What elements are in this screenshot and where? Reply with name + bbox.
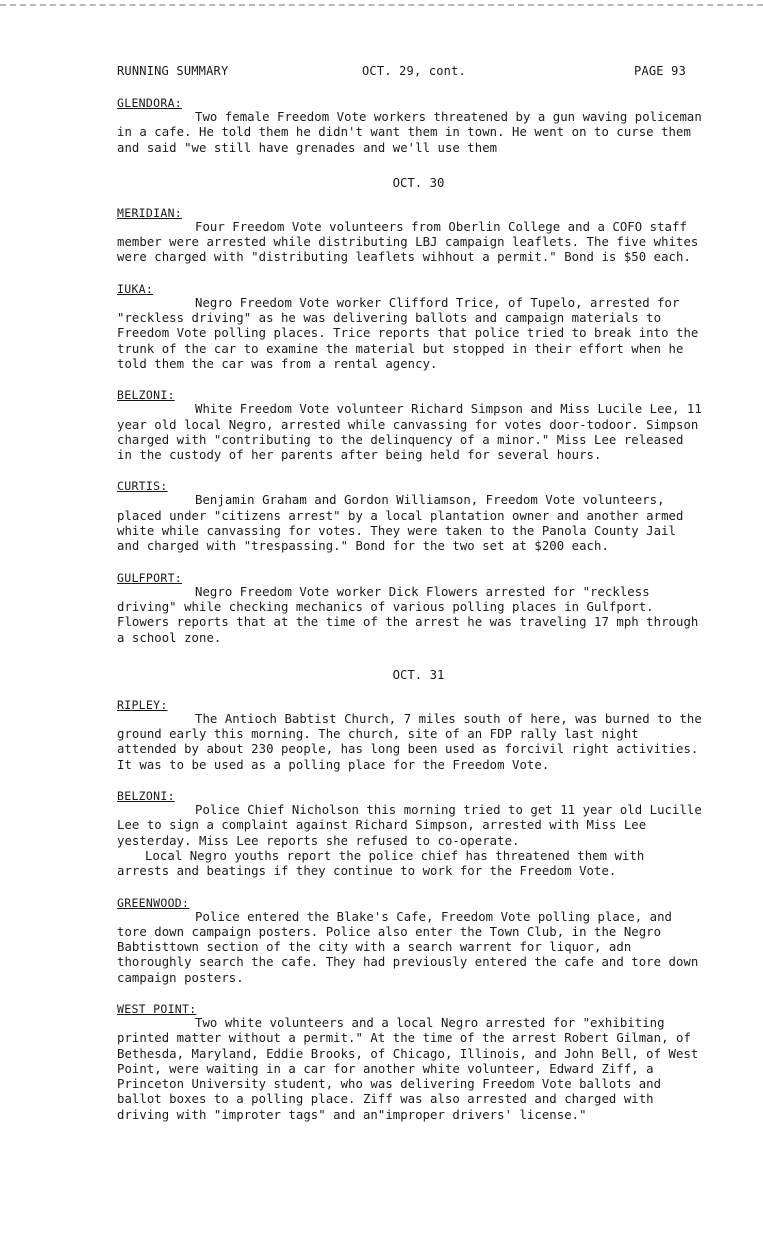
entry-paragraph: Four Freedom Vote volunteers from Oberlin College and a COFO staff member were arrested while distributing LBJ campaign leaflets. The five whites were charged with "distributing leaflets wihhout a permit." Bond is $50 each. [117,219,706,265]
report-entry [117,697,710,773]
page-number: PAGE 93 [634,64,686,78]
page-perforation [0,4,763,6]
report-entry [117,96,710,156]
date-heading: OCT. 31 [392,667,445,682]
header-date: OCT. 29, cont. [362,64,466,78]
location-heading: GLENDORA: [117,96,183,110]
report-entry [117,1001,706,1123]
report-entry [117,570,706,646]
location-heading: BELZONI: [117,388,175,403]
entry-paragraph: Police Chief Nicholson this morning tried to get 11 year old Lucille Lee to sign a complaint against Richard Simpson, arrested with Miss Lee yesterday. Miss Lee reports she refused to co-operate. [117,803,710,848]
report-entry [117,895,706,986]
report-entry [117,205,706,266]
location-heading: WEST POINT: [117,1001,197,1016]
location-heading: BELZONI: [117,789,175,804]
document-page [117,58,710,1123]
entry-paragraph: Negro Freedom Vote worker Dick Flowers arrested for "reckless driving" while checking mechanics of various polling places in Gulfport. Flowers reports that at the time of the arrest he was traveling 17 mph through a school zone. [117,584,706,645]
entry-paragraph: Two white volunteers and a local Negro arrested for "exhibiting printed matter without a permit." At the time of the arrest Robert Gilman, of Bethesda, Maryland, Eddie Brooks, of Chicago, Illinois, and John Bell, of West Point, were waiting in a car for another white volunteer, Edward Ziff, a Princeton University student, who was delivering Freedom Vote ballots and ballot boxes to a polling place. Ziff was also arrested and charged with driving with "improter tags" and an"improper drivers' license." [117,1015,706,1122]
page-header [117,58,702,80]
location-heading: GREENWOOD: [117,895,190,910]
location-heading: IUKA: [117,281,154,296]
entry-paragraph: Benjamin Graham and Gordon Williamson, Freedom Vote volunteers, placed under "citizens arrest" by a local plantation owner and another armed white while canvassing for votes. They were taken to the Panola County Jail and charged with "trespassing." Bond for the two set at $200 each. [117,493,691,554]
report-entry [117,789,710,879]
header-title: RUNNING SUMMARY [117,64,229,78]
report-entry [117,281,706,372]
report-entry [117,479,702,554]
location-heading: GULFPORT: [117,570,183,585]
entry-paragraph: White Freedom Vote volunteer Richard Simpson and Miss Lucile Lee, 11 year old local Negro, arrested while canvassing for votes door-todoor. Simpson charged with "contributing to the delinquency of a minor." Miss Lee released in the custody of her parents after being held for several hours. [117,402,710,463]
entry-paragraph: Negro Freedom Vote worker Clifford Trice, of Tupelo, arrested for "reckless driving" as he was delivering ballots and campaign materials to Freedom Vote polling places. Trice reports that police tried to break into the trunk of the car to examine the material but stopped in their effort when he told them the car was from a rental agency. [117,295,706,371]
location-heading: RIPLEY: [117,697,168,712]
entry-paragraph: Police entered the Blake's Cafe, Freedom Vote polling place, and tore down campaign posters. Police also enter the Town Club, in the Negro Babtisttown section of the city with a search warrent for liquor, adn thoroughly search the cafe. They had previously entered the cafe and tore down campaign posters. [117,909,706,985]
entry-paragraph: Two female Freedom Vote workers threatened by a gun waving policeman in a cafe. He told them he didn't want them in town. He went on to curse them and said "we still have grenades and we'll use them [117,110,710,155]
entry-paragraph: The Antioch Babtist Church, 7 miles south of here, was burned to the ground early this morning. The church, site of an FDP rally last night attended by about 230 people, has long been used as forcivil right activities. It was to be used as a polling place for the Freedom Vote. [117,711,710,772]
date-heading: OCT. 30 [392,175,445,190]
entries-list [117,96,710,1123]
entry-paragraph: Local Negro youths report the police chief has threatened them with arrests and beatings if they continue to work for the Freedom Vote. [117,848,652,879]
report-entry [117,388,710,463]
location-heading: MERIDIAN: [117,205,183,220]
location-heading: CURTIS: [117,479,168,494]
